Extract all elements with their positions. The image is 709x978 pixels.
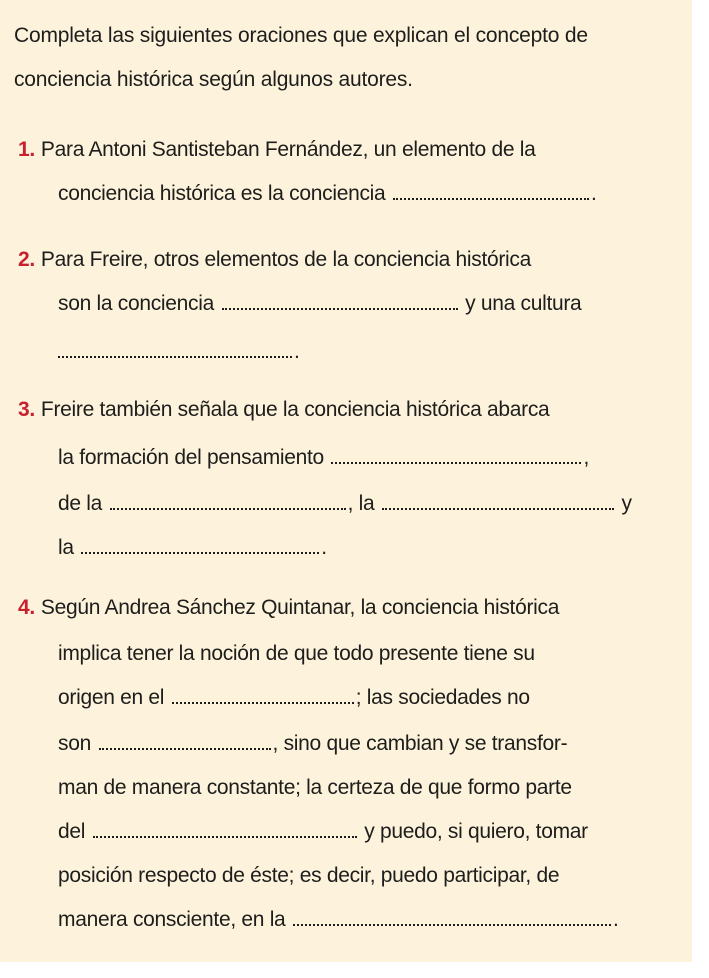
item-4-number: 4. [18,596,35,619]
item-1-line-1: 1. Para Antoni Santisteban Fernández, un elemento de la [18,138,536,161]
answer-blank-1[interactable] [393,184,589,200]
answer-blank-7[interactable] [81,538,319,554]
item-4-line-2: implica tener la noción de que todo presente tiene su [58,642,535,665]
panel-edge [692,0,709,978]
item-3-number: 3. [18,398,35,421]
item-4-line-5: man de manera constante; la certeza de que formo parte [58,776,572,799]
item-2-line-3: . [58,330,300,374]
item-4-line-3: origen en el ; las sociedades no [58,686,530,709]
answer-blank-8[interactable] [172,688,354,704]
answer-blank-5[interactable] [110,494,346,510]
item-1-line-2: conciencia histórica es la conciencia . [58,182,597,205]
item-4-line-1: 4. Según Andrea Sánchez Quintanar, la conciencia histórica [18,596,560,619]
answer-blank-11[interactable] [293,910,611,926]
instructions-text: Completa las siguientes oraciones que explican el concepto de conciencia histórica según algunos autores. [14,24,588,91]
item-3-line-1: 3. Freire también señala que la conciencia histórica abarca [18,398,550,421]
answer-blank-6[interactable] [382,494,614,510]
item-3-line-3: de la , la y [58,492,632,515]
item-3-line-2: la formación del pensamiento , [58,446,590,469]
item-3-line-4: la . [58,536,327,559]
item-1-number: 1. [18,138,35,161]
item-4-line-8: manera consciente, en la . [58,908,619,931]
bottom-margin [0,962,709,978]
answer-blank-9[interactable] [99,734,271,750]
item-2-line-1: 2. Para Freire, otros elementos de la conciencia histórica [18,248,531,271]
item-2-number: 2. [18,248,35,271]
answer-blank-3[interactable] [58,342,292,358]
answer-blank-2[interactable] [222,294,458,310]
answer-blank-4[interactable] [331,448,581,464]
item-2-line-2: son la conciencia y una cultura [58,292,582,315]
item-4-line-4: son , sino que cambian y se transfor- [58,732,568,755]
answer-blank-10[interactable] [93,822,357,838]
item-4-line-6: del y puedo, si quiero, tomar [58,820,588,843]
item-4-line-7: posición respecto de éste; es decir, puedo participar, de [58,864,560,887]
